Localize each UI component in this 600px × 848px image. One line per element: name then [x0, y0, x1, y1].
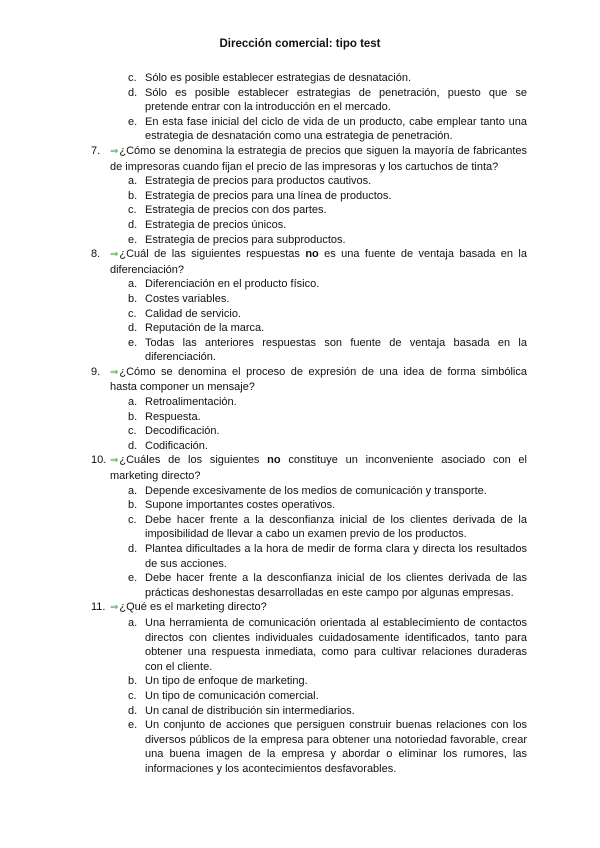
option-letter: d. — [128, 543, 138, 555]
answer-option — [0, 307, 600, 322]
option-letter: e. — [128, 233, 138, 246]
question — [0, 365, 600, 395]
option-letter: d. — [128, 218, 138, 231]
option-text: Sólo es posible establecer estrategias de desnatación. — [145, 72, 412, 84]
option-text: Debe hacer frente a la desconfianza inicial de los clientes derivada de la imposibilidad de llevar a cabo un examen previo de los productos. — [145, 513, 527, 541]
answer-option — [0, 233, 600, 248]
option-text: Estrategia de precios para productos cautivos. — [145, 175, 372, 188]
question — [0, 247, 600, 277]
answer-option — [0, 542, 600, 571]
question-text-segment: ¿Qué es el marketing directo? — [119, 601, 267, 614]
option-letter: b. — [128, 292, 138, 305]
option-letter: d. — [128, 439, 138, 452]
option-letter: c. — [128, 513, 137, 526]
option-text: Depende excesivamente de los medios de comunicación y transporte. — [145, 484, 487, 497]
option-letter: a. — [128, 484, 138, 497]
option-letter: b. — [128, 675, 138, 688]
answer-option — [0, 689, 600, 704]
option-letter: c. — [128, 689, 137, 702]
page-title: Dirección comercial: tipo test — [219, 38, 381, 50]
option-letter: e. — [128, 719, 138, 732]
option-letter: e. — [128, 336, 138, 349]
option-text: Un canal de distribución sin intermediarios. — [145, 704, 355, 717]
answer-option — [0, 484, 600, 499]
option-letter: a. — [128, 278, 138, 291]
option-letter: b. — [128, 499, 138, 512]
option-text: Retroalimentación. — [145, 396, 237, 409]
question-number: 11. — [91, 601, 106, 614]
option-letter: e. — [128, 572, 138, 585]
question-text-segment: constituye un inconveniente asociado con el marketing directo? — [110, 454, 527, 483]
option-letter: e. — [128, 115, 138, 128]
option-text: Reputación de la marca. — [145, 322, 265, 335]
arrow-icon: ⇒ — [110, 366, 119, 378]
option-letter: c. — [128, 72, 137, 84]
question — [0, 144, 600, 174]
option-text: Estrategia de precios únicos. — [145, 218, 287, 231]
answer-option — [0, 616, 600, 674]
option-text: Codificación. — [145, 439, 208, 452]
answer-option — [0, 336, 600, 365]
emphasis-text: no — [267, 454, 281, 467]
option-text: Supone importantes costes operativos. — [145, 499, 336, 512]
answer-option — [0, 410, 600, 425]
option-letter: b. — [128, 410, 138, 423]
arrow-icon: ⇒ — [110, 145, 119, 157]
answer-option — [0, 218, 600, 233]
document-body — [0, 71, 600, 777]
option-letter: a. — [128, 616, 138, 629]
answer-option — [0, 571, 600, 600]
option-text: Costes variables. — [145, 292, 230, 305]
answer-option — [0, 292, 600, 307]
option-letter: d. — [128, 322, 138, 335]
option-text: Un conjunto de acciones que persiguen construir buenas relaciones con los diversos públicos de la empresa para obtener una notoriedad favorable, crear una buena imagen de la empresa y abordar o eliminar los rumores, las informaciones y los acontecimientos desfavorables. — [145, 719, 527, 775]
option-letter: b. — [128, 189, 138, 202]
option-letter: c. — [128, 204, 137, 217]
question-text — [110, 144, 527, 174]
answer-option — [0, 174, 600, 189]
question-text-segment: ¿Cómo se denomina la estrategia de precios que siguen la mayoría de fabricantes de impresoras cuando fijan el precio de las impresoras y los cartuchos de tinta? — [110, 144, 527, 173]
option-text: Plantea dificultades a la hora de medir de forma clara y directa los resultados de sus acciones. — [145, 543, 527, 570]
option-text: Todas las anteriores respuestas son fuente de ventaja basada en la diferenciación. — [145, 336, 527, 364]
answer-option — [0, 395, 600, 410]
option-letter: d. — [128, 704, 138, 717]
option-text: Un tipo de comunicación comercial. — [145, 689, 319, 702]
option-text: Una herramienta de comunicación orientada al establecimiento de contactos directos con clientes individuales cuidadosamente identificados, tanto para obtener una respuesta inmediata, como para cultivar relaciones duraderas con el cliente. — [145, 616, 527, 673]
question — [0, 600, 600, 616]
question-number: 7. — [91, 144, 101, 157]
question-text — [110, 453, 527, 483]
option-text: Un tipo de enfoque de marketing. — [145, 675, 308, 688]
option-text: En esta fase inicial del ciclo de vida de un producto, cabe emplear tanto una estrategia de desnatación como una estrategia de penetración. — [145, 115, 527, 143]
arrow-icon: ⇒ — [110, 455, 119, 467]
option-text: Respuesta. — [145, 410, 201, 423]
emphasis-text: no — [305, 248, 319, 261]
question-number: 9. — [91, 365, 101, 378]
answer-option — [0, 321, 600, 336]
answer-option — [0, 718, 600, 776]
question-number: 10. — [91, 454, 107, 467]
question-text-segment: ¿Cuáles de los siguientes — [119, 454, 268, 467]
option-text: Debe hacer frente a la desconfianza inicial de los clientes derivada de las prácticas deshonestas desarrolladas en este campo por algunas empresas. — [145, 572, 527, 599]
answer-option — [0, 189, 600, 204]
option-letter: c. — [128, 425, 137, 438]
question-text-segment: ¿Cómo se denomina el proceso de expresión de una idea de forma simbólica hasta componer un mensaje? — [110, 365, 527, 394]
question-text-segment: es una fuente de ventaja basada en la diferenciación? — [110, 248, 527, 276]
option-letter: d. — [128, 86, 138, 99]
option-letter: c. — [128, 307, 137, 320]
answer-option — [0, 71, 600, 86]
option-text: Estrategia de precios para subproductos. — [145, 233, 346, 246]
answer-option — [0, 203, 600, 218]
option-text: Estrategia de precios con dos partes. — [145, 204, 327, 217]
answer-option — [0, 115, 600, 144]
answer-option — [0, 498, 600, 513]
answer-option — [0, 439, 600, 454]
option-text: Sólo es posible establecer estrategias de penetración, puesto que se pretende entrar con la introducción en el mercado. — [145, 86, 527, 114]
arrow-icon: ⇒ — [110, 602, 119, 614]
answer-option — [0, 704, 600, 719]
question-text — [110, 600, 527, 616]
answer-option — [0, 86, 600, 115]
question — [0, 453, 600, 483]
option-text: Decodificación. — [145, 425, 220, 438]
option-letter: a. — [128, 396, 138, 409]
answer-option — [0, 277, 600, 292]
answer-option — [0, 513, 600, 542]
question-text — [110, 365, 527, 395]
question-text-segment: ¿Cuál de las siguientes respuestas — [119, 248, 306, 261]
option-text: Calidad de servicio. — [145, 307, 241, 320]
arrow-icon: ⇒ — [110, 249, 119, 261]
answer-option — [0, 424, 600, 439]
answer-option — [0, 674, 600, 689]
option-text: Diferenciación en el producto físico. — [145, 278, 320, 291]
question-number: 8. — [91, 248, 101, 261]
option-text: Estrategia de precios para una línea de productos. — [145, 189, 392, 202]
question-text — [110, 247, 527, 277]
option-letter: a. — [128, 175, 138, 188]
